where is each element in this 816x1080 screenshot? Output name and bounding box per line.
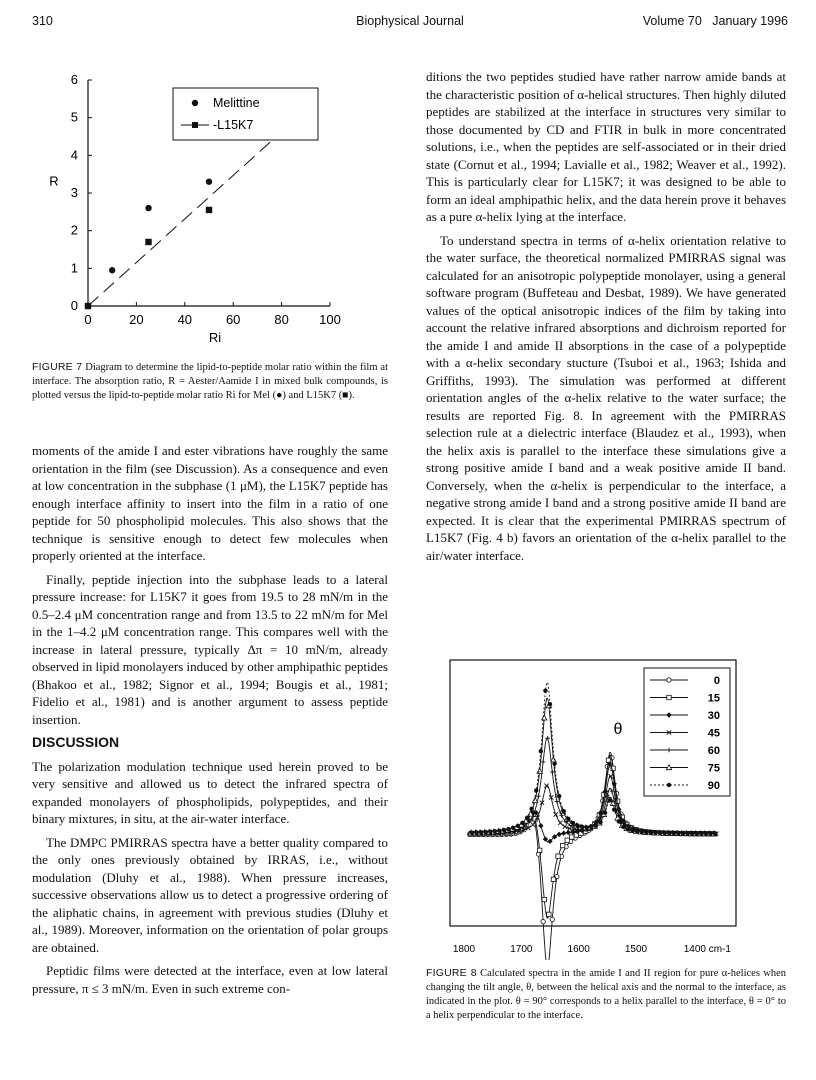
left-paragraph-2: Finally, peptide injection into the subphase leads to a lateral pressure increase: for L15K7 it goes from 19.5 to 28 mN/m in the 0.5–2.4 μM concentration range and from 13.5 to 22 mN/m for Mel in the 1–4.2 μM concentration range. This compares well with the increase in lateral pressure, typically Δπ = 10 mN/m, already observed in lipid monolayers induced by other amphipathic peptides (Bhakoo et al., 1982; Signor et al., 1994; Bougis et al., 1981; Fidelio et al., 1981) and is another argument to assess peptide insertion. bbox=[32, 571, 388, 727]
journal-title: Biophysical Journal bbox=[356, 14, 464, 28]
legend-label: 15 bbox=[707, 692, 720, 705]
page-header bbox=[32, 14, 788, 32]
y-axis-label: R bbox=[49, 173, 59, 189]
l15k7-point bbox=[206, 207, 212, 213]
left-paragraph-3: The polarization modulation technique used herein proved to be very sensitive and allowed us to detect the infrared spectra of expanded monolayers of phospholipids, polypeptides, and their binary mixtures, in situ, at the air-water interface. bbox=[32, 758, 388, 826]
data-marker bbox=[537, 768, 542, 773]
data-marker bbox=[554, 812, 558, 816]
data-marker bbox=[507, 827, 511, 831]
data-marker bbox=[617, 819, 621, 823]
legend-label: 90 bbox=[707, 780, 720, 792]
y-tick-label: 0 bbox=[70, 298, 78, 313]
data-marker bbox=[511, 826, 515, 830]
discussion-heading: DISCUSSION bbox=[32, 734, 120, 750]
data-marker bbox=[570, 835, 574, 839]
x-tick-label: 100 bbox=[319, 312, 341, 327]
data-marker bbox=[531, 822, 535, 826]
data-marker bbox=[555, 799, 559, 803]
data-marker bbox=[566, 830, 571, 835]
x-tick-label: 0 bbox=[84, 312, 92, 327]
data-marker bbox=[525, 816, 529, 820]
data-marker bbox=[543, 688, 547, 692]
legend-label-l15k7: -L15K7 bbox=[213, 118, 254, 132]
figure-8-chart bbox=[448, 658, 740, 960]
data-marker bbox=[690, 831, 694, 835]
data-marker bbox=[607, 798, 611, 802]
legend-marker-melittine bbox=[192, 100, 198, 106]
melittine-point bbox=[206, 179, 212, 185]
y-tick-label: 5 bbox=[70, 109, 78, 125]
data-marker bbox=[644, 830, 648, 834]
melittine-point bbox=[145, 205, 151, 211]
x-tick-label: 1400 cm-1 bbox=[683, 944, 731, 955]
data-marker bbox=[479, 830, 483, 834]
melittine-point bbox=[109, 267, 115, 273]
data-marker bbox=[612, 807, 616, 811]
data-marker bbox=[598, 820, 602, 824]
y-tick-label: 4 bbox=[70, 147, 78, 163]
figure-7-caption bbox=[32, 360, 388, 403]
data-marker bbox=[532, 798, 537, 803]
figure-8-text: Calculated spectra in the amide I and II region for pure α-helices when changing the tilt angle, θ, between the helical axis and the normal to the interface, as indicated in the plot. θ = 90° corresponds to a helix parallel to the interface, θ = 0° to a helix perpendicular to the interface. bbox=[426, 968, 787, 1021]
data-marker bbox=[603, 811, 607, 815]
data-marker bbox=[516, 824, 520, 828]
data-marker bbox=[550, 917, 554, 921]
left-column bbox=[32, 442, 388, 1003]
data-marker bbox=[667, 695, 671, 699]
data-marker bbox=[685, 831, 689, 835]
data-marker bbox=[551, 877, 555, 881]
y-tick-label: 6 bbox=[70, 72, 78, 87]
data-marker bbox=[539, 749, 543, 753]
legend-label: 75 bbox=[707, 762, 720, 775]
volume-info: Volume 70 January 1996 bbox=[642, 14, 788, 28]
legend-label-melittine: Melittine bbox=[213, 96, 260, 110]
y-tick-label: 3 bbox=[70, 185, 78, 200]
data-marker bbox=[667, 783, 671, 787]
legend bbox=[644, 668, 730, 796]
data-marker bbox=[474, 830, 478, 834]
data-marker bbox=[542, 715, 547, 720]
data-marker bbox=[635, 829, 639, 833]
data-marker bbox=[713, 831, 717, 835]
y-tick-label: 1 bbox=[70, 260, 78, 276]
legend-label: 60 bbox=[707, 745, 720, 757]
data-marker bbox=[699, 831, 703, 835]
figure-7-label: FIGURE 7 bbox=[32, 361, 83, 373]
data-marker bbox=[556, 854, 560, 858]
data-marker bbox=[550, 770, 554, 774]
data-marker bbox=[667, 831, 671, 835]
data-marker bbox=[534, 788, 538, 792]
data-marker bbox=[548, 702, 552, 706]
data-marker bbox=[649, 830, 653, 834]
data-marker bbox=[640, 830, 644, 834]
figure-7-text: Diagram to determine the lipid-to-peptide molar ratio within the film at interface. The absorption ratio, R = Aester/Aamide I in mixed bulk compounds, is plotted versus the lipid-to-peptide molar ratio Ri for Mel (●) and L15K7 (■). bbox=[32, 362, 389, 401]
data-marker bbox=[594, 824, 598, 828]
data-marker bbox=[543, 836, 548, 841]
data-marker bbox=[563, 824, 567, 828]
data-marker bbox=[502, 828, 506, 832]
page-number: 310 bbox=[32, 14, 53, 28]
data-marker bbox=[538, 823, 543, 828]
figure-8-caption bbox=[426, 966, 786, 1023]
data-marker bbox=[584, 825, 588, 829]
legend-label: 45 bbox=[707, 727, 720, 740]
data-marker bbox=[626, 827, 630, 831]
data-marker bbox=[621, 825, 625, 829]
left-paragraph-1: moments of the amide I and ester vibrations have roughly the same orientation in the film (see Discussion). As a consequence and even at low concentration in the subphase (1 μM), the L15K7 peptide has enough interface affinity to insert into the film in a ratio of one peptide for 50 phospholipid molecules. This also shows that the technique is sensitive enough to detect few molecules when properly oriented at the interface. bbox=[32, 443, 388, 563]
data-marker bbox=[470, 830, 474, 834]
data-marker bbox=[695, 831, 699, 835]
data-marker bbox=[566, 817, 570, 821]
x-tick-label: 40 bbox=[177, 312, 193, 327]
data-marker bbox=[681, 831, 685, 835]
y-tick-label: 2 bbox=[70, 222, 78, 238]
data-marker bbox=[676, 831, 680, 835]
data-marker bbox=[520, 821, 524, 825]
x-tick-label: 60 bbox=[225, 312, 241, 327]
figure-7-chart bbox=[40, 68, 380, 368]
legend-marker-l15k7 bbox=[192, 122, 198, 128]
x-axis-label: Ri bbox=[208, 330, 222, 345]
x-tick-label: 1800 bbox=[452, 944, 476, 955]
data-marker bbox=[488, 830, 492, 834]
data-marker bbox=[552, 761, 556, 765]
data-marker bbox=[662, 831, 666, 835]
data-marker bbox=[541, 919, 545, 923]
data-marker bbox=[559, 813, 563, 817]
data-marker bbox=[672, 831, 676, 835]
data-marker bbox=[562, 809, 566, 813]
data-marker bbox=[571, 821, 575, 825]
right-paragraph-2: To understand spectra in terms of α-helix orientation relative to the water surface, the theoretical normalized PMIRRAS signal was calculated for an anisotropic polypeptide monolayer, using a general software program (Buffeteau and Desbat, 1989). We have generated values of the optical anisotropic indices of the film by taking into account the relative infrared absorptions and dichroism reported for the amide I and amide II absorptions in the case of a polypeptide with a α-helix secondary stucture (Tsuboi et al., 1963; Ishida and Griffiths, 1993). The simulation was performed at different orientation angles of the α-helix relative to the water surface; the results are reported Fig. 8. In agreement with the PMIRRAS selection rule at a dielectric interface (Blaudez et al., 1993), when the helix axis is parallel to the interface these simulations give a strong positive amide I band and a weak positive amide II band. Conversely, when the α-helix is perpendicular to the interface, a negative strong amide I band and a strong positive amide II band are expected. It is clear that the experimental PMIRRAS spectrum of L15K7 (Fig. 4 b) favors an orientation of the α-helix parallel to the air/water interface. bbox=[426, 232, 786, 563]
data-marker bbox=[493, 829, 497, 833]
data-marker bbox=[565, 838, 569, 842]
data-marker bbox=[558, 821, 562, 825]
data-marker bbox=[557, 794, 561, 798]
data-marker bbox=[556, 832, 561, 837]
x-tick-label: 80 bbox=[274, 312, 289, 327]
data-marker bbox=[537, 848, 541, 852]
data-marker bbox=[630, 828, 634, 832]
right-column bbox=[426, 68, 786, 570]
data-marker bbox=[541, 760, 545, 764]
data-marker bbox=[667, 678, 671, 682]
data-marker bbox=[560, 843, 564, 847]
left-paragraph-5: Peptidic films were detected at the interface, even at low lateral pressure, π ≤ 3 mN/m. Even in such extreme con- bbox=[32, 963, 388, 996]
legend-title: θ bbox=[613, 721, 623, 738]
data-marker bbox=[542, 897, 546, 901]
data-marker bbox=[708, 831, 712, 835]
data-marker bbox=[653, 831, 657, 835]
data-marker bbox=[497, 829, 501, 833]
data-marker bbox=[658, 831, 662, 835]
data-marker bbox=[536, 794, 540, 798]
data-marker bbox=[529, 807, 533, 811]
data-marker bbox=[704, 831, 708, 835]
legend-label: 30 bbox=[707, 710, 720, 722]
data-marker bbox=[580, 825, 584, 829]
figure-8-label: FIGURE 8 bbox=[426, 967, 477, 979]
data-marker bbox=[589, 825, 593, 829]
right-paragraph-1: ditions the two peptides studied have rather narrow amide bands at the characteristic position of α-helical structures. Then highly diluted peptides are stabilized at the interface in structures very similar to those documented by CD and FTIR in bulk in more concentrated solutions, i.e., when the peptides are self-associated or in their dried state (Cornut et al., 1994; Lavialle et al., 1982; Weaver et al., 1992). This is particularly clear for L15K7; it was designed to be able to form an ideal amphipathic helix, and the data herein prove it behaves as a pure α-helix lying at the interface. bbox=[426, 69, 786, 224]
x-tick-label: 1600 bbox=[567, 944, 590, 955]
legend-label: 0 bbox=[713, 675, 720, 687]
x-tick-label: 1700 bbox=[510, 944, 533, 955]
left-paragraph-4: The DMPC PMIRRAS spectra have a better quality compared to the only ones previously obtained by IRRAS, i.e., without modulation (Dluhy et al., 1988). When pressure increases, successive observations allow us to detect a progressive ordering of the aliphatic chains, in agreement with previous studies (Dluhy et al., 1989). Moreover, information on the orientation of polar groups are obtained. bbox=[32, 834, 388, 955]
data-marker bbox=[547, 912, 551, 916]
data-marker bbox=[561, 831, 566, 836]
l15k7-point bbox=[145, 239, 151, 245]
data-marker bbox=[575, 823, 579, 827]
l15k7-point bbox=[85, 303, 91, 309]
x-tick-label: 20 bbox=[129, 312, 144, 327]
data-marker bbox=[551, 757, 556, 762]
data-marker bbox=[484, 830, 488, 834]
x-tick-label: 1500 bbox=[624, 944, 648, 955]
